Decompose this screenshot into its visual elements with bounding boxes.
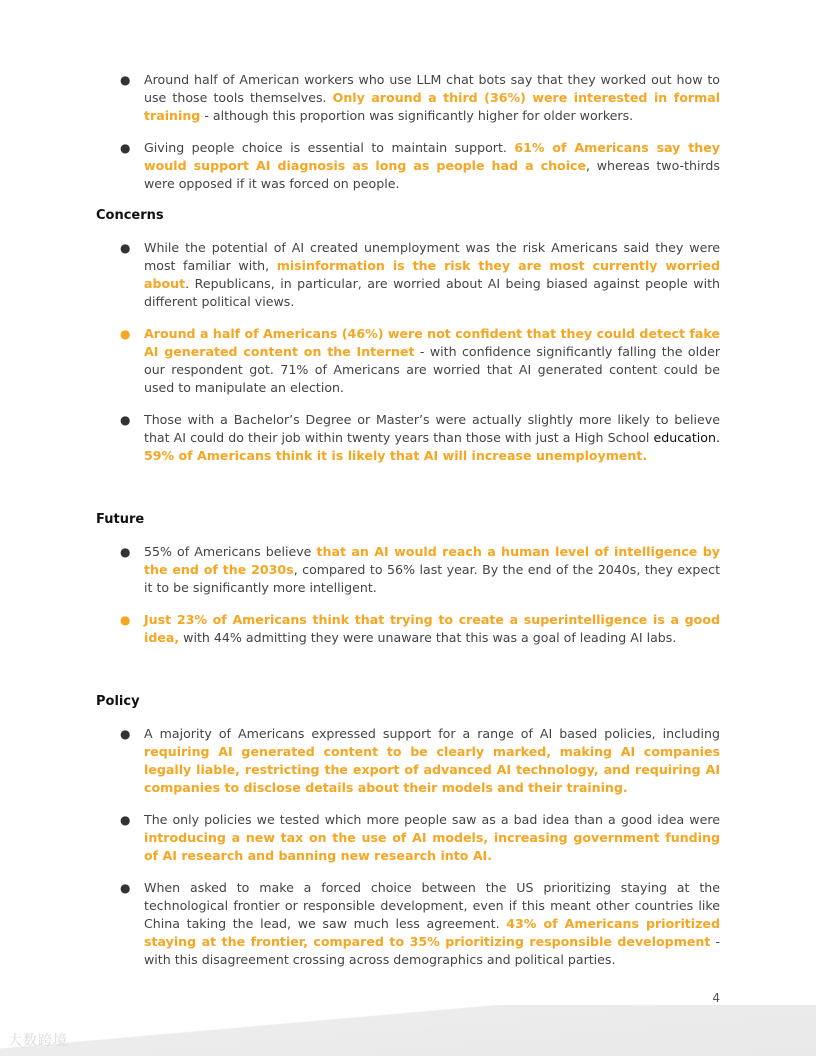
bullet-dot: ● — [120, 727, 131, 741]
text-run: - with confidence significantly falling the older our respondent got. 71% of Americans are worried that AI generated content could be used to manipulate an election. — [144, 344, 721, 395]
text-run: A majority of Americans expressed support for a range of AI based policies, including — [144, 726, 720, 741]
highlight-run: introducing a new tax on the use of AI models, increasing government funding of AI research and banning new research into AI. — [144, 830, 720, 863]
bullet-text — [144, 811, 720, 865]
bullet-dot: ● — [120, 881, 131, 895]
text-run: When asked to make a forced choice between the US prioritizing staying at the technological frontier or responsible development, even if this meant other countries like China taking the lead, we saw much less agreement. — [144, 880, 720, 931]
bullet-text — [144, 239, 720, 311]
bullet-text — [144, 139, 720, 193]
highlight-run: Just 23% of Americans think that trying to create a superintelligence is a good idea, — [144, 612, 720, 645]
text-run: Those with a Bachelor’s Degree or Master’s were actually slightly more likely to believe that AI could do their job within twenty years than those with just a High School — [144, 412, 720, 445]
bullet-text — [144, 543, 720, 597]
bullet-item — [96, 725, 720, 797]
bullet-item — [96, 879, 720, 969]
bullet-item — [96, 239, 720, 311]
highlight-run: Around a half of Americans (46%) were not confident that they could detect fake AI generated content on the Internet — [144, 326, 720, 359]
bullet-text — [144, 411, 720, 465]
text-run-dark: education. — [653, 430, 720, 445]
bullet-item — [96, 611, 720, 647]
section-heading-future: Future — [96, 512, 145, 527]
bullet-item — [96, 139, 720, 193]
highlight-run: that an AI would reach a human level of intelligence by the end of the 2030s — [144, 544, 720, 577]
bullet-dot: ● — [120, 413, 131, 427]
highlight-run: misinformation is the risk they are most currently worried about — [144, 258, 721, 291]
text-run: - with this disagreement crossing across demographics and political parties. — [144, 934, 720, 967]
bullet-item — [96, 71, 720, 125]
page-number: 4 — [712, 991, 720, 1005]
text-run: . Republicans, in particular, are worried about AI being biased against people with different political views. — [144, 276, 720, 309]
text-run: While the potential of AI created unemployment was the risk Americans said they were most familiar with, — [144, 240, 720, 273]
watermark-logo: 大数跨境 — [8, 1033, 68, 1049]
bullet-text — [144, 71, 720, 125]
bullet-item — [96, 543, 720, 597]
text-run: - although this proportion was significantly higher for older workers. — [200, 108, 634, 123]
bullet-dot: ● — [120, 73, 131, 87]
bullet-item — [96, 325, 720, 397]
highlight-run: 61% of Americans say they would support AI diagnosis as long as people had a choice — [144, 140, 720, 173]
bullet-dot: ● — [120, 241, 131, 255]
bullet-dot: ● — [120, 141, 131, 155]
bullet-text — [144, 879, 720, 969]
text-run: The only policies we tested which more people saw as a bad idea than a good idea were — [144, 812, 720, 827]
bullet-text — [144, 325, 720, 397]
section-heading-policy: Policy — [96, 694, 140, 709]
highlight-run: 43% of Americans prioritized staying at the frontier, compared to 35% prioritizing responsible development — [144, 916, 720, 949]
text-run: Giving people choice is essential to maintain support. — [144, 140, 515, 155]
bullet-text — [144, 611, 720, 647]
bullet-item — [96, 811, 720, 865]
text-run: , whereas two-thirds were opposed if it was forced on people. — [144, 158, 720, 191]
section-heading-concerns: Concerns — [96, 208, 164, 223]
text-run: Around half of American workers who use LLM chat bots say that they worked out how to use those tools themselves. — [144, 72, 720, 105]
bullet-dot: ● — [120, 613, 131, 627]
footer-band — [0, 1005, 816, 1056]
bullet-dot: ● — [120, 813, 131, 827]
highlight-run: 59% of Americans think it is likely that AI will increase unemployment. — [144, 448, 648, 463]
bullet-dot: ● — [120, 327, 131, 341]
highlight-run: requiring AI generated content to be clearly marked, making AI companies legally liable, restricting the export of advanced AI technology, and requiring AI companies to disclose details about their models and their training. — [144, 744, 720, 795]
bullet-dot: ● — [120, 545, 131, 559]
highlight-run: Only around a third (36%) were interested in formal training — [144, 90, 721, 123]
text-run: with 44% admitting they were unaware that this was a goal of leading AI labs. — [179, 630, 677, 645]
text-run: , compared to 56% last year. By the end of the 2040s, they expect it to be significantly more intelligent. — [144, 562, 721, 595]
bullet-item — [96, 411, 720, 465]
text-run: 55% of Americans believe — [144, 544, 317, 559]
bullet-text — [144, 725, 720, 797]
